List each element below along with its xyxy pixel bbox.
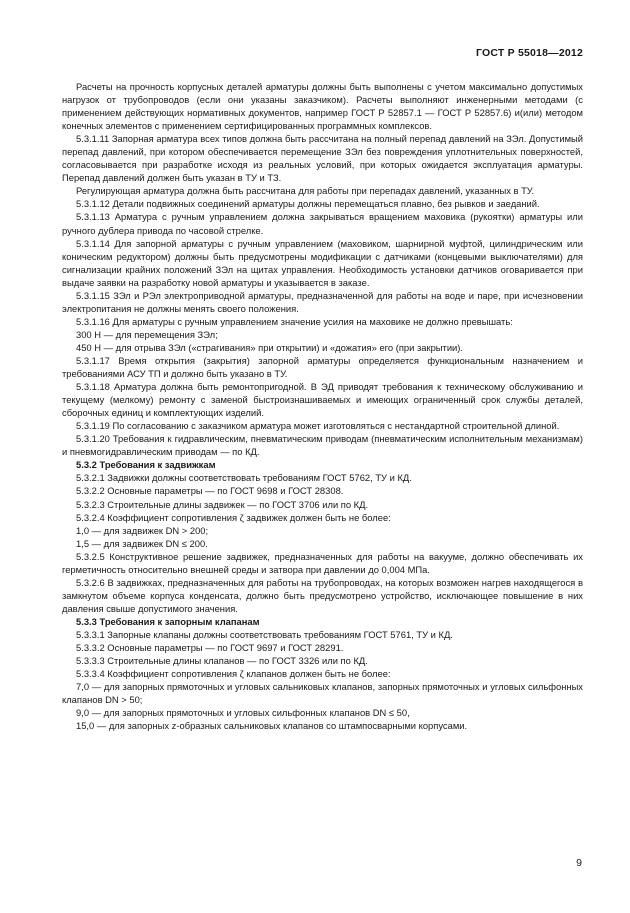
paragraph-5-3-2-1: 5.3.2.1 Задвижки должны соответствовать требованиям ГОСТ 5762, ТУ и КД. [76, 472, 412, 484]
list-item-7-0: 7,0 — для запорных прямоточных и угловых сальниковых клапанов, запорных прямоточных и угловых сильфонных клапанов DN > 50; [62, 681, 583, 706]
paragraph-5-3-1-19: 5.3.1.19 По согласованию с заказчиком арматура может изготовляться с нестандартной строительной длиной. [76, 420, 560, 432]
list-item-15-0: 15,0 — для запорных z-образных сальниковых клапанов со штампосварными корпусами. [76, 720, 468, 732]
paragraph-strength-calculation: Расчеты на прочность корпусных деталей арматуры должны быть выполнены с учетом максимально допустимых нагрузок от трубопроводов (если они указаны заказчиком). Расчеты выполняют инженерными методами (с применением действующих нормативных документов, например ГОСТ Р 52857.1 — ГОСТ Р 52857.6) и(или) методом конечных элементов с применением сертифицированных программных комплексов. [62, 81, 583, 132]
paragraph-5-3-3-4: 5.3.3.4 Коэффициент сопротивления ζ клапанов должен быть не более: [76, 668, 391, 680]
section-heading-5-3-3: 5.3.3 Требования к запорным клапанам [76, 615, 260, 627]
paragraph-5-3-1-17: 5.3.1.17 Время открытия (закрытия) запорной арматуры определяется функциональным назначением и требованиями АСУ ТП и должно быть указано в ТУ. [62, 354, 583, 380]
paragraph-regulating-valves: Регулирующая арматура должна быть рассчитана для работы при перепадах давлений, указанных в ТУ. [76, 185, 535, 197]
paragraph-5-3-1-13: 5.3.1.13 Арматура с ручным управлением должна закрываться вращением маховика (рукоятки) арматуры или ручного дублера привода по часовой стрелке. [62, 211, 583, 236]
paragraph-5-3-3-3: 5.3.3.3 Строительные длины клапанов — по ГОСТ 3326 или по КД. [76, 655, 368, 667]
paragraph-5-3-1-14: 5.3.1.14 Для запорной арматуры с ручным управлением (маховиком, шарнирной муфтой, цилиндрическим или коническим редуктором) должны быть предусмотрены модификации с датчиками (концевыми выключателями) для сигнализации крайних положений ЗЭл на щитах управления. Необходимость установки датчиков оговаривается при выдаче заявки на разработку новой арматуры и указывается в заказе. [62, 237, 583, 288]
paragraph-5-3-1-15: 5.3.1.15 ЗЭл и РЭл электроприводной арматуры, предназначенной для работы на воде и паре, при исчезновении электропитания не должны менять своего положения. [62, 289, 583, 314]
document-body [62, 80, 583, 732]
paragraph-5-3-1-11: 5.3.1.11 Запорная арматура всех типов должна быть рассчитана на полный перепад давлений на ЗЭл. Допустимый перепад давлений, при котором обеспечивается перемещение ЗЭл без повреждения уплотнительных поверхностей, согласовывается при разработке исходя из реальных условий, при которых ожидается эксплуатация арматуры. Перепад давлений должен быть указан в ТУ и ТЗ. [62, 133, 583, 184]
paragraph-5-3-2-3: 5.3.2.3 Строительные длины задвижек — по ГОСТ 3706 или по КД. [76, 498, 369, 510]
list-item-300n: 300 Н — для перемещения ЗЭл; [76, 328, 218, 340]
list-item-dn-over-200: 1,0 — для задвижек DN > 200; [76, 524, 209, 536]
paragraph-5-3-3-1: 5.3.3.1 Запорные клапаны должны соответствовать требованиям ГОСТ 5761, ТУ и КД. [76, 628, 453, 640]
paragraph-5-3-3-2: 5.3.3.2 Основные параметры — по ГОСТ 9697 и ГОСТ 28291. [76, 642, 344, 654]
paragraph-5-3-2-5: 5.3.2.5 Конструктивное решение задвижек, предназначенных для работы на вакууме, должно обеспечивать их герметичность относительно внешней среды и затвора при давлении до 0,004 МПа. [62, 550, 583, 575]
list-item-9-0: 9,0 — для запорных прямоточных и угловых сильфонных клапанов DN ≤ 50, [76, 707, 410, 719]
paragraph-5-3-1-18: 5.3.1.18 Арматура должна быть ремонтопригодной. В ЭД приводят требования к техническому обслуживанию и текущему (мелкому) ремонту с заменой быстроизнашиваемых и имеющих ограниченный срок службы деталей, сборочных единиц и комплектующих изделий. [62, 381, 583, 419]
paragraph-5-3-1-16: 5.3.1.16 Для арматуры с ручным управлением значение усилия на маховике не должно превышать: [76, 315, 513, 327]
paragraph-5-3-1-12: 5.3.1.12 Детали подвижных соединений арматуры должны перемещаться плавно, без рывков и заеданий. [76, 198, 540, 210]
section-heading-5-3-2: 5.3.2 Требования к задвижкам [76, 459, 216, 471]
list-item-450n: 450 Н — для отрыва ЗЭл («страгивания» при открытии) и «дожатия» его (при закрытии). [76, 341, 464, 353]
paragraph-5-3-2-4: 5.3.2.4 Коэффициент сопротивления ζ задвижек должен быть не более: [76, 511, 391, 523]
document-standard-header: ГОСТ Р 55018—2012 [475, 47, 583, 59]
paragraph-5-3-1-20: 5.3.1.20 Требования к гидравлическим, пневматическим приводам (пневматическим исполнительным механизмам) и пневмогидравлическим приводам — по КД. [62, 433, 583, 458]
list-item-dn-up-to-200: 1,5 — для задвижек DN ≤ 200. [76, 537, 208, 549]
paragraph-5-3-2-2: 5.3.2.2 Основные параметры — по ГОСТ 9698 и ГОСТ 28308. [76, 485, 344, 497]
page-number: 9 [576, 857, 582, 869]
paragraph-5-3-2-6: 5.3.2.6 В задвижках, предназначенных для работы на трубопроводах, на которых возможен нагрев находящегося в замкнутом объеме корпуса конденсата, должно быть предусмотрено устройство, исключающее повышение в них давления свыше допустимого значения. [62, 576, 583, 614]
